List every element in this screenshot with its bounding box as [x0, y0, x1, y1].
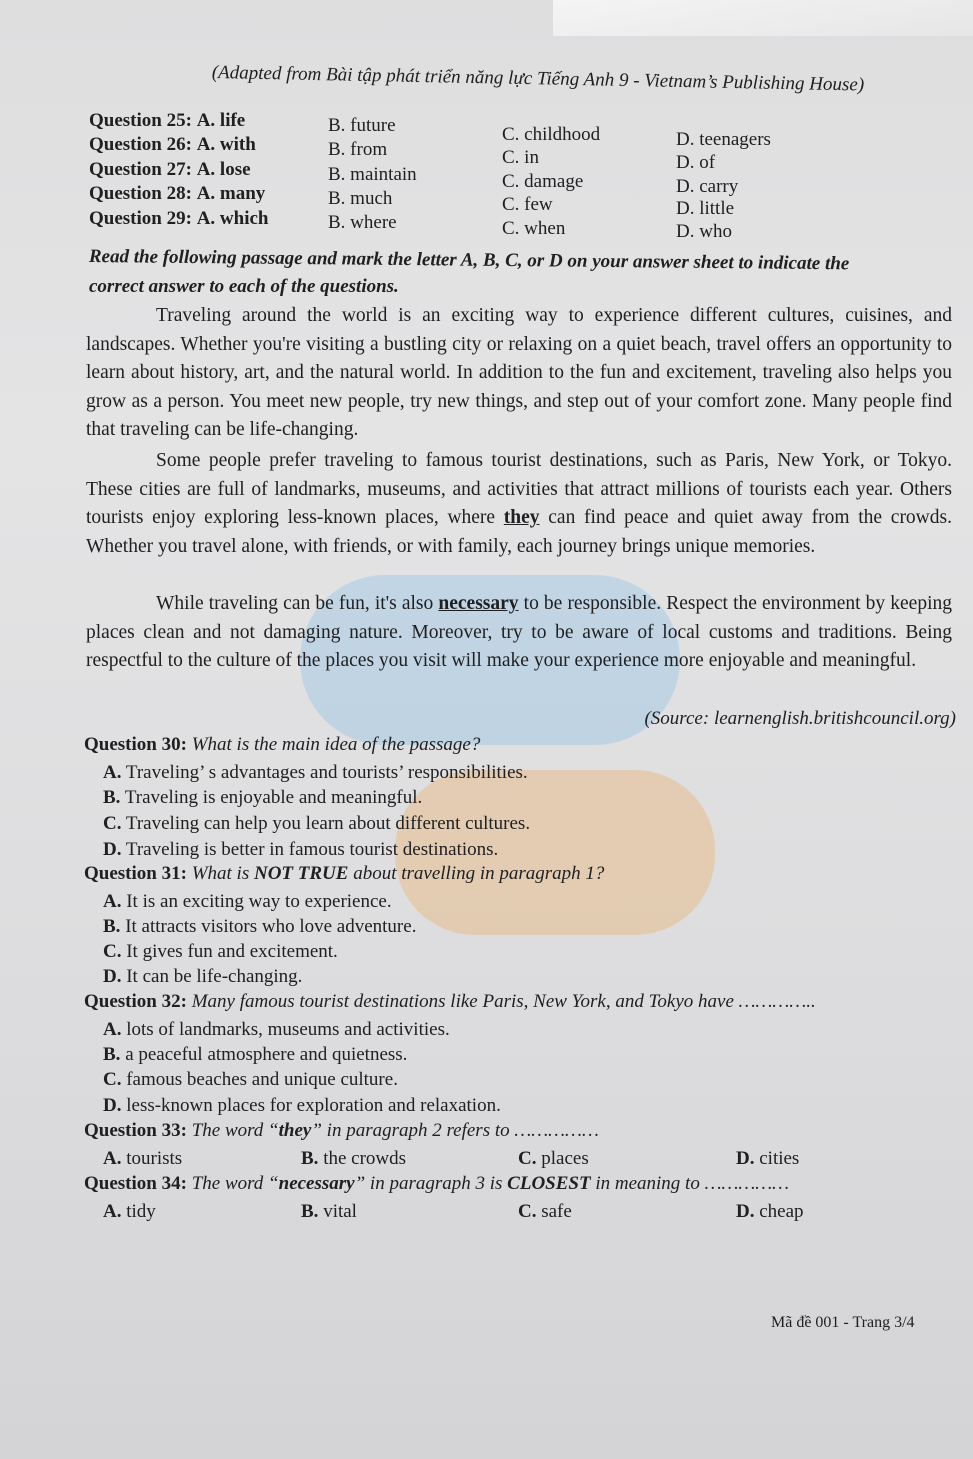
question-label: Question 31: — [84, 863, 187, 884]
option-a: A. which — [196, 208, 269, 229]
question-32-option-b: B. a peaceful atmosphere and quietness. — [103, 1044, 408, 1065]
option-a: A. many — [196, 183, 266, 204]
question-28-option-c: C. few — [502, 194, 553, 215]
question-30-option-d: D. Traveling is better in famous tourist destinations. — [103, 839, 499, 860]
question-28 — [89, 183, 265, 205]
question-32-option-d: D. less-known places for exploration and relaxation. — [103, 1095, 501, 1116]
paragraph-2-text: Some people prefer traveling to famous tourist destinations, such as Paris, New York, or Tokyo. These cities are full of landmarks, museums, and activities that attract millions of tourists each year. Others tourists enjoy exploring less-known places, where — [86, 450, 952, 528]
paragraph-2-text-end: can find peace and quiet away from the crowds. Whether you travel alone, with friends, or with family, each journey brings unique memories. — [86, 507, 952, 557]
question-26-option-c: C. in — [502, 147, 539, 168]
option-a: A. life — [196, 110, 246, 131]
question-27-option-b: B. maintain — [328, 164, 417, 185]
question-30-option-b: B. Traveling is enjoyable and meaningful. — [103, 787, 423, 808]
question-label: Question 27: — [89, 159, 192, 180]
passage-paragraph-1 — [86, 302, 952, 445]
question-33-option-b: B. the crowds — [301, 1148, 407, 1169]
question-33-stem: Question 33: The word “they” in paragraph 2 refers to …………… — [84, 1120, 599, 1141]
question-27 — [89, 159, 251, 181]
option-a: A. lose — [196, 159, 251, 180]
question-33-option-c: C. places — [518, 1148, 589, 1169]
question-29-option-d: D. who — [676, 221, 732, 242]
question-30-option-c: C. Traveling can help you learn about different cultures. — [103, 813, 531, 834]
underlined-word-they: they — [503, 507, 540, 528]
question-31-option-b: B. It attracts visitors who love adventure. — [103, 916, 417, 937]
question-34-stem: Question 34: The word “necessary” in paragraph 3 is CLOSEST in meaning to …………… — [84, 1173, 790, 1194]
question-27-option-d: D. carry — [676, 176, 739, 197]
question-34-option-b: B. vital — [301, 1201, 357, 1222]
question-30-option-a: A. Traveling’ s advantages and tourists’ responsibilities. — [103, 762, 528, 783]
question-text: Many famous tourist destinations like Paris, New York, and Tokyo have ………….. — [191, 991, 816, 1012]
question-28-option-b: B. much — [328, 188, 393, 209]
question-32-option-a: A. lots of landmarks, museums and activities. — [103, 1019, 450, 1040]
question-26-option-b: B. from — [328, 139, 388, 160]
question-33-option-d: D. cities — [736, 1148, 800, 1169]
page-footer: Mã đề 001 - Trang 3/4 — [771, 1314, 915, 1331]
question-34-option-a: A. tidy — [103, 1201, 156, 1222]
question-25-option-c: C. childhood — [502, 124, 601, 145]
instruction-line-1: Read the following passage and mark the letter A, B, C, or D on your answer sheet to indicate the — [88, 246, 850, 275]
question-29 — [89, 208, 268, 230]
question-34-option-d: D. cheap — [736, 1201, 804, 1222]
question-30-stem — [84, 734, 480, 756]
question-label: Question 29: — [89, 208, 192, 229]
adapted-source-line: (Adapted from Bài tập phát triển năng lực Tiếng Anh 9 - Vietnam’s Publishing House) — [211, 62, 865, 96]
paragraph-3-text: While traveling can be fun, it's also — [156, 593, 439, 614]
paragraph-3-text-end: to be responsible. Respect the environment by keeping places clean and not damaging nature. Moreover, try to be aware of local customs and traditions. Being respectful to the culture of the places you visit will make your experience more enjoyable and meaningful. — [86, 593, 952, 671]
question-27-option-c: C. damage — [502, 171, 584, 192]
question-31-stem: Question 31: What is NOT TRUE about travelling in paragraph 1? — [84, 863, 605, 884]
question-25-option-b: B. future — [328, 115, 396, 136]
passage-source: (Source: learnenglish.britishcouncil.org) — [644, 708, 956, 729]
question-28-option-d: D. little — [676, 198, 735, 219]
passage-paragraph-2 — [86, 447, 952, 561]
question-31-option-a: A. It is an exciting way to experience. — [103, 891, 392, 912]
question-label: Question 25: — [89, 110, 192, 131]
question-34-option-c: C. safe — [518, 1201, 572, 1222]
question-label: Question 30: — [84, 734, 187, 755]
question-25-option-d: D. teenagers — [676, 129, 771, 150]
question-32-option-c: C. famous beaches and unique culture. — [103, 1069, 398, 1090]
question-29-option-b: B. where — [328, 212, 397, 233]
question-25 — [89, 110, 245, 132]
question-label: Question 33: — [84, 1120, 187, 1141]
option-a: A. with — [196, 134, 256, 155]
question-26 — [89, 134, 256, 156]
question-31-option-c: C. It gives fun and excitement. — [103, 941, 338, 962]
instruction-line-2: correct answer to each of the questions. — [89, 276, 399, 297]
question-label: Question 34: — [84, 1173, 187, 1194]
question-label: Question 26: — [89, 134, 192, 155]
question-29-option-c: C. when — [502, 218, 566, 239]
question-label: Question 28: — [89, 183, 192, 204]
question-32-stem — [84, 991, 816, 1013]
question-31-option-d: D. It can be life-changing. — [103, 966, 303, 987]
paragraph-1-text: Traveling around the world is an exciting way to experience different cultures, cuisines, and landscapes. Whether you're visiting a bustling city or relaxing on a quiet beach, travel offers an opportunity to learn about history, art, and the natural world. In addition to the fun and excitement, traveling also helps you grow as a person. You meet new people, try new things, and step out of your comfort zone. Many people find that traveling can be life-changing. — [86, 305, 952, 440]
question-text: What is the main idea of the passage? — [191, 734, 481, 755]
passage-paragraph-3 — [86, 590, 952, 676]
question-26-option-d: D. of — [676, 152, 716, 173]
question-33-option-a: A. tourists — [103, 1148, 183, 1169]
question-label: Question 32: — [84, 991, 187, 1012]
underlined-word-necessary: necessary — [438, 593, 519, 614]
